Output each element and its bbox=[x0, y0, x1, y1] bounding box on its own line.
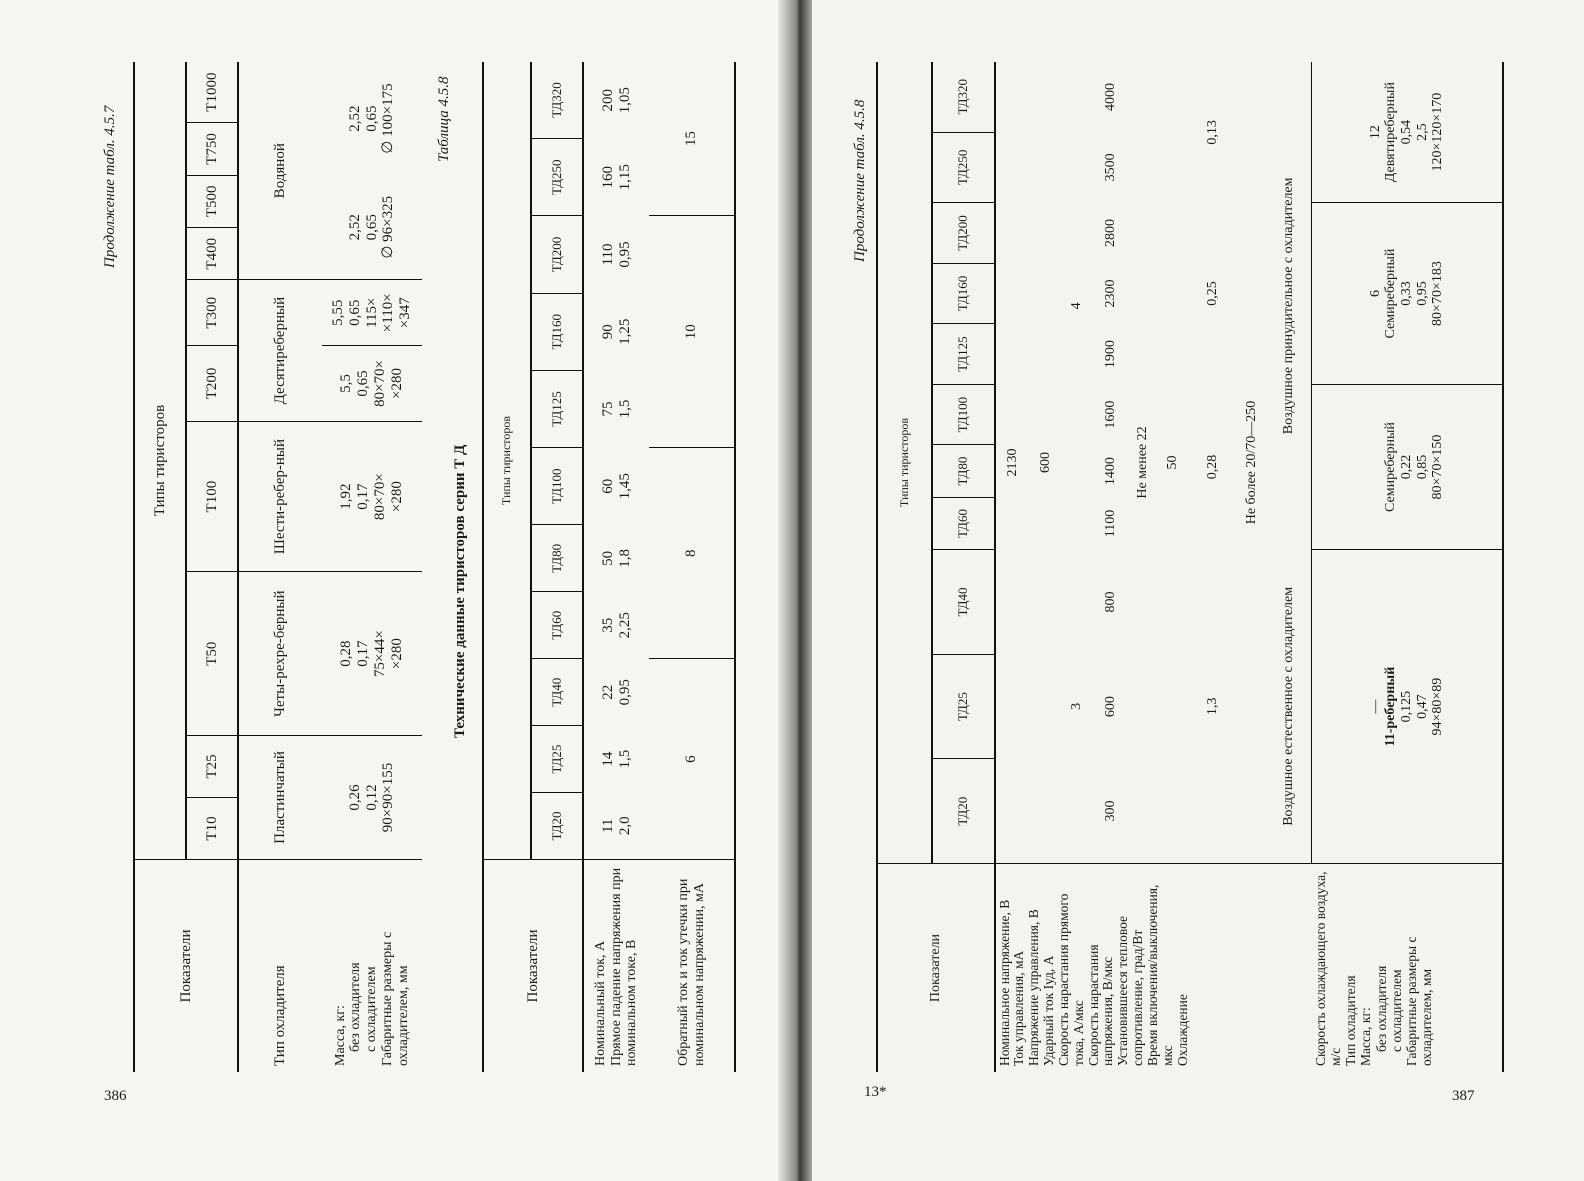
cell-values-t750-t1000: 2,52 0,65 ∅ 100×175 bbox=[346, 83, 397, 154]
type-header: ТД25 bbox=[932, 654, 994, 759]
type-header: Т100 bbox=[186, 421, 238, 572]
table-caption-4-5-8: Таблица 4.5.8 bbox=[436, 76, 452, 162]
header-indicators: Показатели bbox=[877, 864, 995, 1073]
type-header: Т1000 bbox=[186, 62, 238, 123]
cell-td20: 11 2,0 bbox=[599, 816, 633, 836]
table-caption-4-5-7: Продолжение табл. 4.5.7 bbox=[102, 105, 118, 268]
cell-nominal-voltage: 2130 bbox=[1005, 448, 1021, 477]
row-label-dims: Габаритные размеры с охладителем, мм bbox=[379, 931, 411, 1066]
cell-surge: 4000 bbox=[1102, 83, 1118, 112]
left-page bbox=[0, 0, 790, 1181]
table-4-5-8 bbox=[482, 62, 730, 1072]
cell-du-dt: 50 bbox=[1165, 455, 1181, 470]
cell-surge: 300 bbox=[1102, 800, 1118, 822]
cell-surge: 1600 bbox=[1102, 400, 1118, 429]
table-caption-cont-4-5-8: Продолжение табл. 4.5.8 bbox=[852, 99, 868, 262]
cell-td40: 22 0,95 bbox=[599, 679, 633, 706]
row-label-leakage: Обратный ток и ток утечки при номинальном напряжении, мА bbox=[649, 860, 735, 1073]
cell-surge: 1100 bbox=[1102, 509, 1118, 538]
type-header: ТД200 bbox=[531, 216, 583, 293]
type-header: Т200 bbox=[186, 346, 238, 422]
cell-thermal-2: 0,28 bbox=[1204, 454, 1220, 480]
cell-control-current: 600 bbox=[1038, 452, 1054, 473]
cell-values-t100: 1,92 0,17 80×70× ×280 bbox=[322, 421, 422, 572]
type-header: ТД40 bbox=[531, 659, 583, 726]
type-header: Т25 bbox=[186, 735, 238, 797]
cell-cooler-td60-td100: Семиреберный 0,22 0,85 80×70×150 bbox=[1311, 384, 1503, 549]
cell-td200: 110 0,95 bbox=[599, 241, 633, 268]
type-header: ТД60 bbox=[932, 497, 994, 549]
row-label-mass-with: с охладителем bbox=[364, 966, 380, 1052]
type-header: Т10 bbox=[186, 797, 238, 859]
cell-thermal-3: 0,25 bbox=[1204, 281, 1220, 306]
row-label-drop: Прямое падение напряжения при номинальном токе, В bbox=[608, 867, 640, 1066]
type-header: ТД125 bbox=[932, 324, 994, 385]
cell-td250: 160 1,15 bbox=[599, 164, 633, 191]
cell-surge: 2300 bbox=[1102, 279, 1118, 308]
row-label-current: Номинальный ток, А bbox=[592, 940, 608, 1066]
type-header: Т50 bbox=[186, 572, 238, 736]
header-indicators: Показатели bbox=[483, 860, 583, 1073]
type-header: Т750 bbox=[186, 123, 238, 175]
row-label-mass-without: без охладителя bbox=[348, 962, 364, 1052]
type-header: ТД100 bbox=[932, 384, 994, 445]
cell-td125: 75 1,5 bbox=[599, 399, 633, 419]
cell-td60: 35 2,25 bbox=[599, 612, 633, 639]
type-header: ТД20 bbox=[932, 759, 994, 864]
type-header: ТД25 bbox=[531, 726, 583, 793]
row-label-mass: Масса, кг: bbox=[332, 1005, 348, 1066]
cell-leakage-td60-td100: 8 bbox=[649, 448, 735, 659]
cell-surge: 2800 bbox=[1102, 219, 1118, 248]
type-header: ТД160 bbox=[531, 293, 583, 370]
type-header: ТД80 bbox=[932, 445, 994, 497]
type-header: ТД125 bbox=[531, 370, 583, 447]
page-number-right: 387 bbox=[1452, 1088, 1475, 1104]
type-header: Т300 bbox=[186, 280, 238, 346]
type-header: ТД200 bbox=[932, 203, 994, 264]
cell-td100: 60 1,45 bbox=[599, 473, 633, 500]
cell-values-t50: 0,28 0,17 75×44× ×280 bbox=[322, 572, 422, 736]
cell-values-t300: 5,55 0,65 115× ×110× ×347 bbox=[322, 280, 422, 346]
type-header: Т400 bbox=[186, 228, 238, 280]
cell-td160: 90 1,25 bbox=[599, 318, 633, 345]
type-header: ТД160 bbox=[932, 263, 994, 324]
cell-cooler-td125-td200: 6 Семиреберный 0,33 0,95 80×70×183 bbox=[1311, 203, 1503, 385]
row-label-cooler-type: Тип охладителя bbox=[238, 860, 322, 1073]
cell-surge: 800 bbox=[1102, 591, 1118, 613]
page-number-left: 386 bbox=[104, 1088, 127, 1104]
cell-cooler-td20-td40: — 11-реберный 0,125 0,47 94×80×89 bbox=[1367, 666, 1446, 747]
cell-on-off-time: Не более 20/70—250 bbox=[1244, 400, 1260, 525]
cell-surge: 1400 bbox=[1102, 457, 1118, 486]
cell-di-dt: Не менее 22 bbox=[1135, 426, 1151, 499]
cell-leakage-td20-td40: 6 bbox=[683, 755, 700, 763]
table-4-5-8-cont bbox=[876, 62, 1504, 1072]
header-indicators: Показатели bbox=[134, 860, 238, 1073]
cell-leakage-td250-td320: 15 bbox=[649, 62, 735, 216]
type-header: ТД80 bbox=[531, 525, 583, 592]
cell-values-t200: 5,5 0,65 80×70× ×280 bbox=[322, 346, 422, 422]
type-header: ТД250 bbox=[932, 132, 994, 203]
signature-mark: 13* bbox=[864, 1084, 887, 1100]
cell-td320: 200 1,05 bbox=[599, 87, 633, 114]
cell-surge: 600 bbox=[1102, 696, 1118, 718]
cell-leakage-td125-td200: 10 bbox=[649, 216, 735, 448]
cell-cooler-t50: Четы-рехре-берный bbox=[238, 572, 322, 736]
cell-control-voltage-a: 3 bbox=[1069, 702, 1085, 710]
cell-td80: 50 1,8 bbox=[599, 548, 633, 568]
row-labels-block-2: Скорость охлаждающего воздуха, м/с Тип охладителя Масса, кг: без охладителя с охладителем Габаритные размеры с охладителем, мм bbox=[1311, 864, 1503, 1073]
right-page bbox=[812, 0, 1584, 1181]
type-header: ТД320 bbox=[531, 62, 583, 139]
cell-surge: 3500 bbox=[1102, 153, 1118, 182]
row-labels-block: Номинальное напряжение, В Ток управления, мА Напряжение управления, В Ударный ток Iуд, А Скорость нарастания прямого тока, А/мкс Скорость нарастания напряжения, В/мкс Установившееся тепловое сопротивление, град/Вт Время включения/выключения, мкс Охлаждение bbox=[995, 864, 1312, 1073]
type-header: ТД250 bbox=[531, 139, 583, 216]
row-labels-mass-dims bbox=[322, 860, 422, 1073]
type-header: ТД60 bbox=[531, 592, 583, 659]
header-types-group: Типы тиристоров bbox=[134, 62, 186, 860]
cell-cooler-t10-t25: Пластинчатый bbox=[272, 751, 289, 844]
cell-values-t10-t25: 0,26 0,12 90×90×155 bbox=[346, 762, 397, 833]
cell-thermal-1: 1,3 bbox=[1204, 697, 1220, 716]
row-labels-current-drop bbox=[583, 860, 649, 1073]
cell-cooler-t100: Шести-ребер-ный bbox=[238, 421, 322, 572]
cell-cooling-forced: Воздушное принудительное с охладителем bbox=[1268, 62, 1311, 550]
cell-surge: 1900 bbox=[1102, 340, 1118, 369]
cell-values-t400-t500: 2,52 0,65 ∅ 96×325 bbox=[322, 175, 422, 280]
header-types-group: Типы тиристоров bbox=[483, 62, 531, 860]
table-title-td: Технические данные тиристоров серии Т Д bbox=[452, 444, 468, 738]
cell-cooler-t400-t1000: Водяной bbox=[238, 62, 322, 280]
type-header: ТД40 bbox=[932, 550, 994, 655]
cell-cooler-td250-td320: 12 Девятиреберный 0,54 2,5 120×120×170 bbox=[1311, 62, 1503, 203]
cell-thermal-4: 0,13 bbox=[1204, 120, 1220, 145]
type-header: Т500 bbox=[186, 175, 238, 227]
cell-cooling-natural: Воздушное естественное с охладителем bbox=[1268, 550, 1311, 864]
table-4-5-7 bbox=[133, 62, 418, 1072]
cell-cooler-t200-t300: Десятиреберный bbox=[238, 280, 322, 421]
type-header: ТД320 bbox=[932, 62, 994, 132]
header-types-group: Типы тиристоров bbox=[877, 62, 932, 864]
cell-control-voltage-b: 4 bbox=[1069, 302, 1085, 310]
type-header: ТД100 bbox=[531, 448, 583, 525]
cell-td25: 14 1,5 bbox=[599, 749, 633, 769]
type-header: ТД20 bbox=[531, 793, 583, 860]
